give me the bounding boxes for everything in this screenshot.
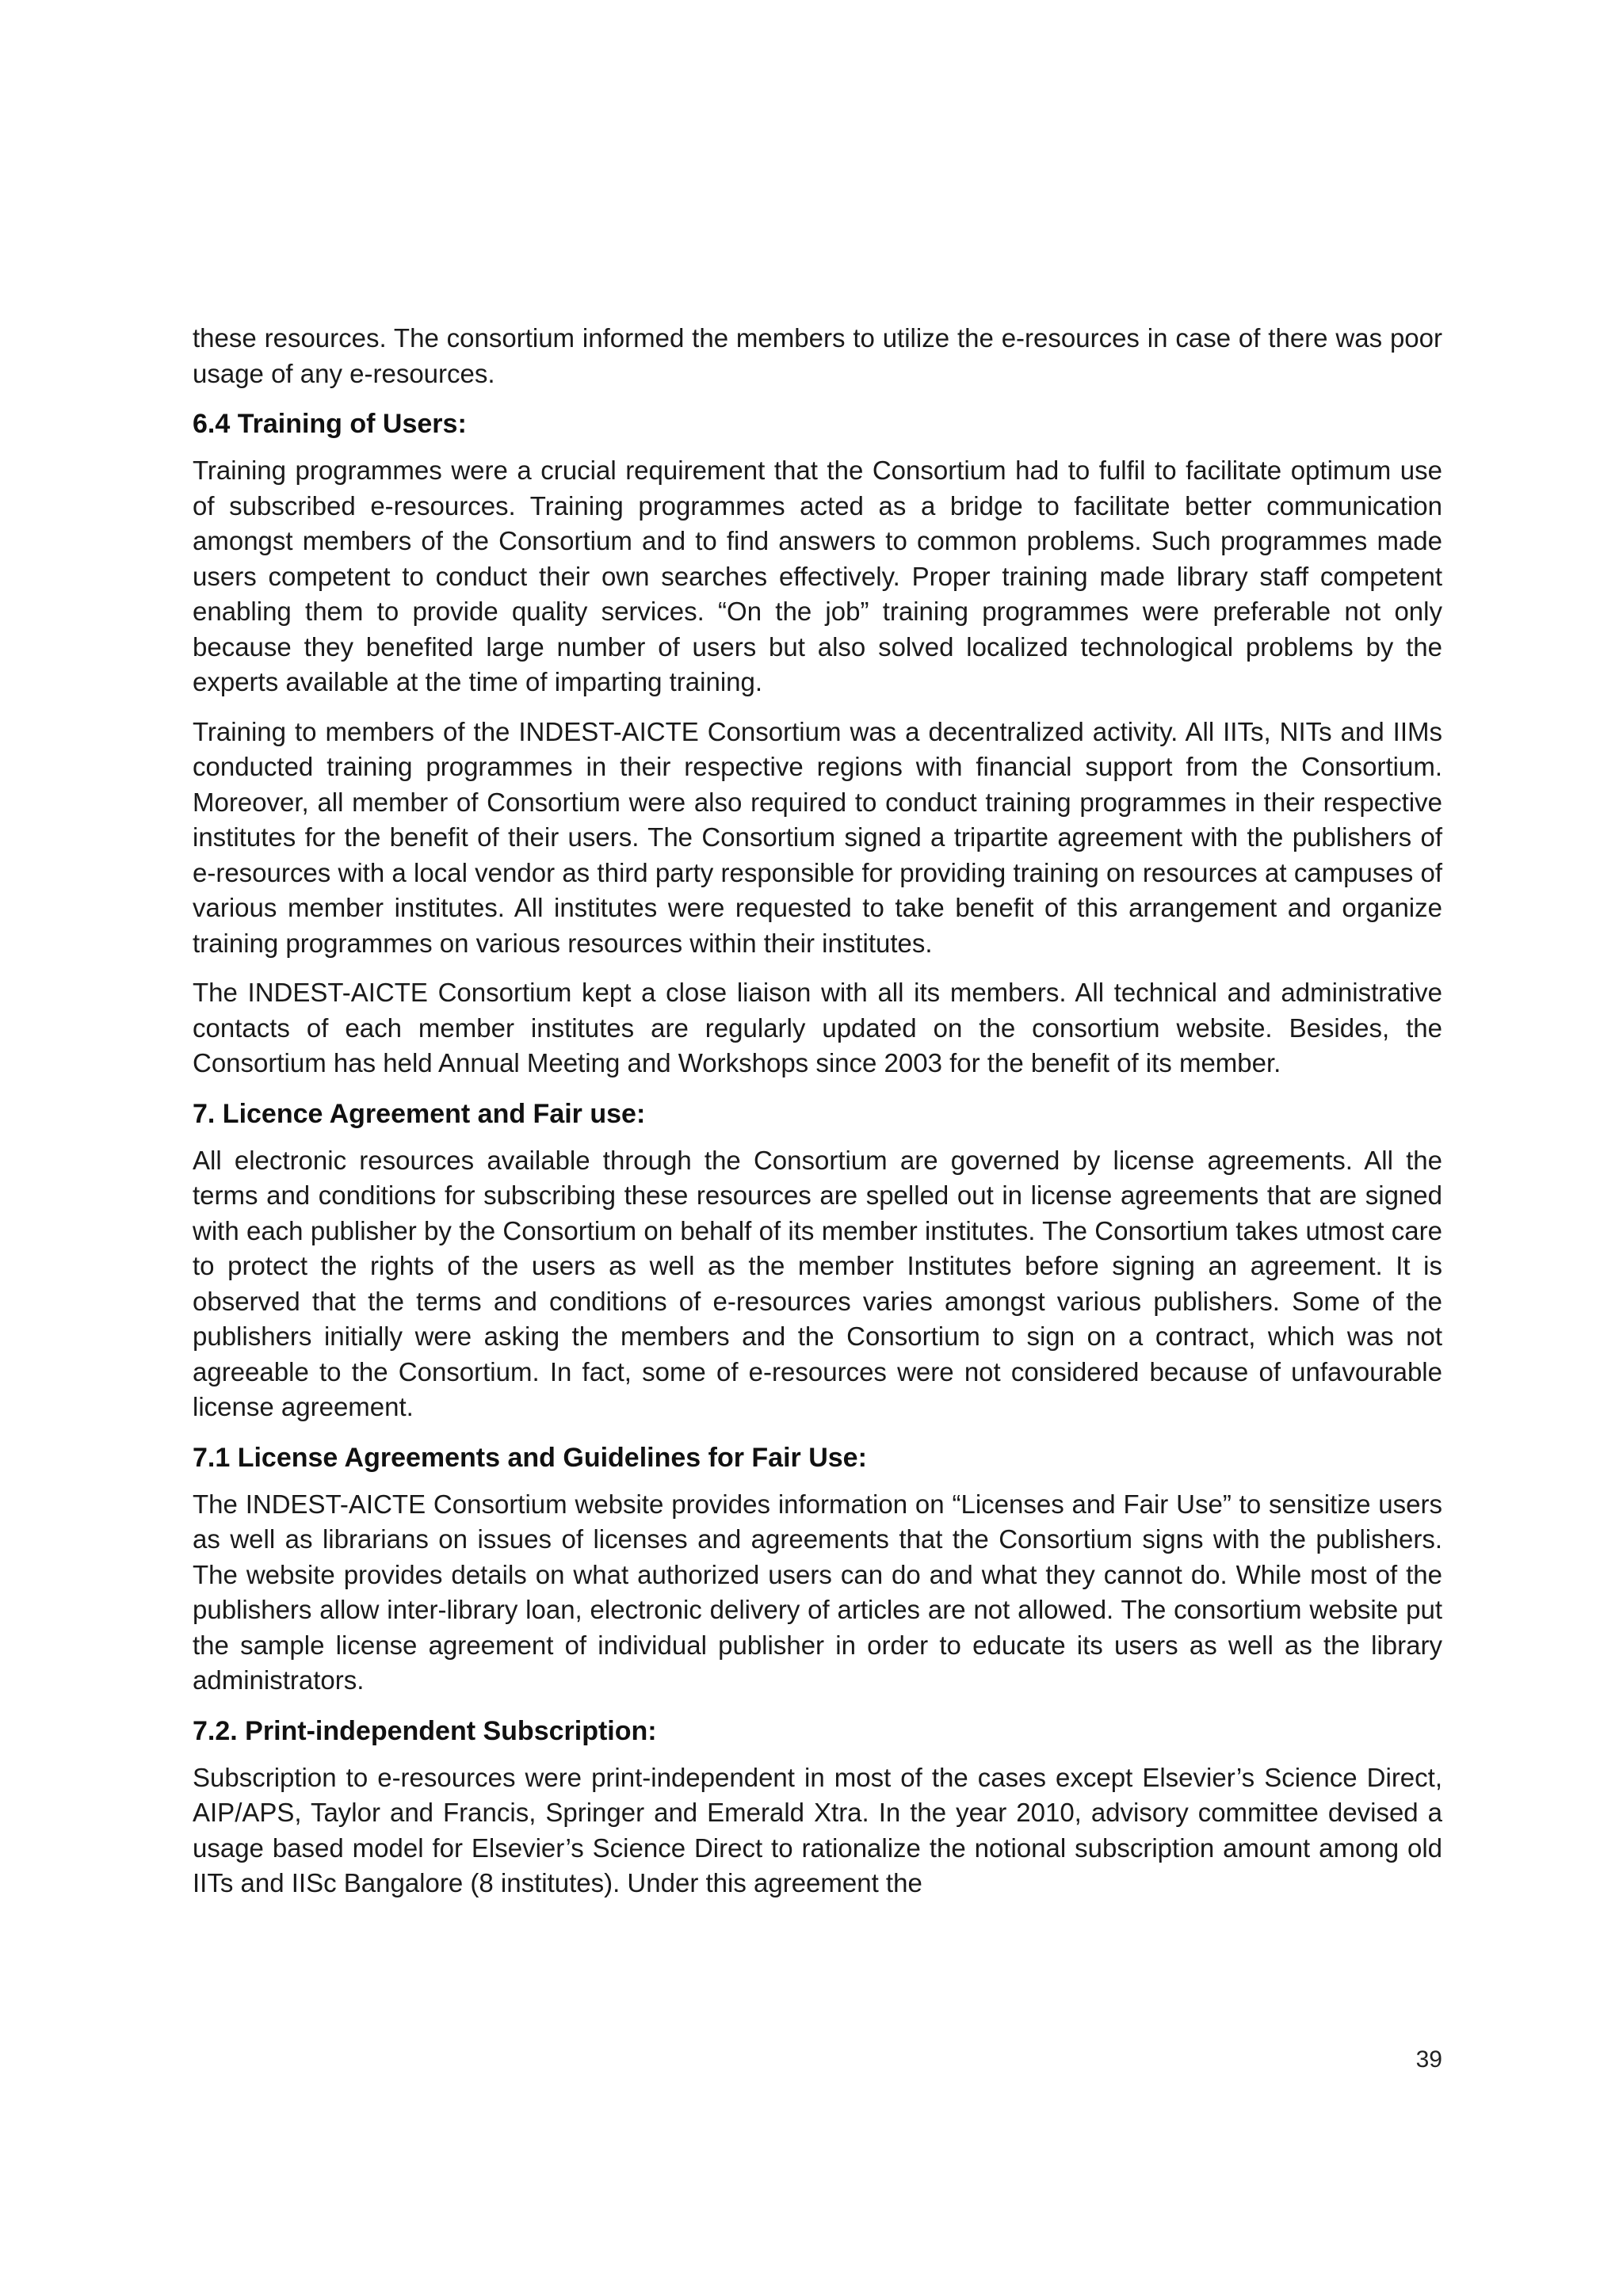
paragraph-fair-use-website: The INDEST-AICTE Consortium website provides information on “Licenses and Fair Use” to sensitize users as well as librarians on issues of licenses and agreements that the Consortium signs with the publishers. The website provides details on what authorized users can do and what they cannot do. While most of the publishers allow inter-library loan, electronic delivery of articles are not allowed. The consortium website put the sample license agreement of individual publisher in order to educate its users as well as the library administrators. — [193, 1489, 1442, 1695]
heading-6-4-training-of-users: 6.4 Training of Users: — [193, 409, 467, 439]
heading-7-1-license-guidelines: 7.1 License Agreements and Guidelines for Fair Use: — [193, 1442, 867, 1473]
paragraph-print-independent-subscription: Subscription to e-resources were print-independent in most of the cases except Elsevier’s Science Direct, AIP/APS, Taylor and Francis, Springer and Emerald Xtra. In the year 2010, advisory committee devised a usage based model for Elsevier’s Science Direct to rationalize the notional subscription amount among old IITs and IISc Bangalore (8 institutes). Under this agreement the — [193, 1762, 1442, 1897]
heading-7-licence-agreement: 7. Licence Agreement and Fair use: — [193, 1098, 646, 1129]
document-page — [193, 321, 1442, 1916]
paragraph-training-decentralized: Training to members of the INDEST-AICTE Consortium was a decentralized activity. All IITs, NITs and IIMs conducted training programmes in their respective regions with financial support from the Consortium. Moreover, all member of Consortium were also required to conduct training programmes in their respective institutes for the benefit of their users. The Consortium signed a tripartite agreement with the publishers of e-resources with a local vendor as third party responsible for providing training on resources at campuses of various member institutes. All institutes were requested to take benefit of this arrangement and organize training programmes on various resources within their institutes. — [193, 716, 1442, 958]
heading-7-2-print-independent: 7.2. Print-independent Subscription: — [193, 1715, 657, 1746]
paragraph-training-programmes: Training programmes were a crucial requirement that the Consortium had to fulfil to facilitate optimum use of subscribed e-resources. Training programmes acted as a bridge to facilitate better communication amongst members of the Consortium and to find answers to common problems. Such programmes made users competent to conduct their own searches effectively. Proper training made library staff competent enabling them to provide quality services. “On the job” training programmes were preferable not only because they benefited large number of users but also solved localized technological problems by the experts available at the time of imparting training. — [193, 456, 1442, 696]
page-number: 39 — [1415, 2046, 1442, 2073]
paragraph-consortium-liaison: The INDEST-AICTE Consortium kept a close liaison with all its members. All technical and administrative contacts of each member institutes are regularly updated on the consortium website. Besides, the Consortium has held Annual Meeting and Workshops since 2003 for the benefit of its member. — [193, 978, 1442, 1077]
paragraph-intro: these resources. The consortium informed the members to utilize the e-resources in case of there was poor usage of any e-resources. — [193, 323, 1442, 388]
paragraph-license-agreements: All electronic resources available through the Consortium are governed by license agreements. All the terms and conditions for subscribing these resources are spelled out in license agreements that are signed with each publisher by the Consortium on behalf of its member institutes. The Consortium takes utmost care to protect the rights of the users as well as the member Institutes before signing an agreement. It is observed that the terms and conditions of e-resources varies amongst various publishers. Some of the publishers initially were asking the members and the Consortium to sign on a contract, which was not agreeable to the Consortium. In fact, some of e-resources were not considered because of unfavourable license agreement. — [193, 1145, 1442, 1421]
